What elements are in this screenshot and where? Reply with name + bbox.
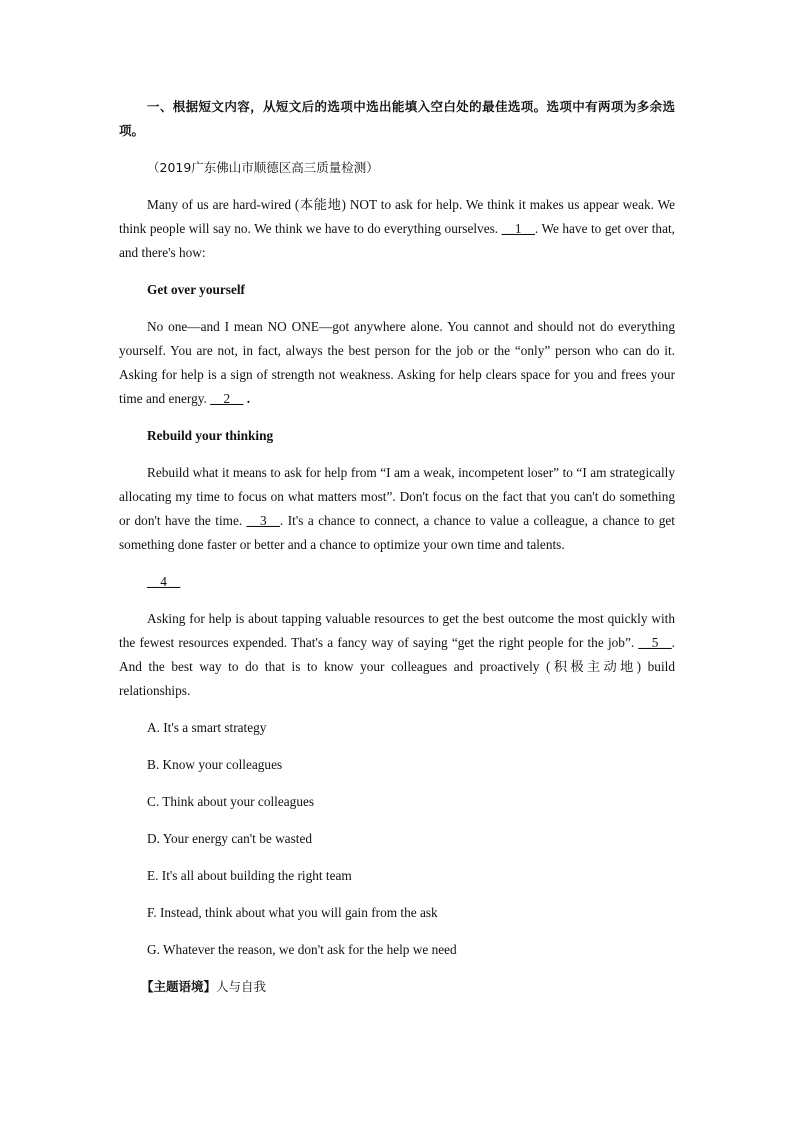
heading-get-over-yourself: Get over yourself — [147, 282, 245, 297]
text: . And the best way to do that is to know your colleagues and proactively (积极主动地) build relationships. — [119, 635, 675, 698]
text: . We have to get over that, and there's how: — [119, 221, 676, 260]
paragraph-1 — [119, 193, 675, 265]
heading-blank-4 — [119, 570, 675, 594]
option-d: D. Your energy can't be wasted — [147, 831, 313, 846]
source-note: （2019广东佛山市顺德区高三质量检测） — [147, 160, 379, 175]
document-page — [119, 95, 675, 1012]
blank-1: __1__ — [501, 221, 535, 236]
text: . It's a chance to connect, a chance to value a colleague, a chance to get something done faster or better and a chance to optimize your own time and talents. — [119, 513, 675, 552]
blank-5: __5__ — [638, 635, 672, 650]
paragraph-4 — [119, 607, 675, 703]
paragraph-2 — [119, 315, 675, 411]
text: . — [243, 391, 251, 406]
blank-2: __2__ — [210, 391, 244, 406]
option-g: G. Whatever the reason, we don't ask for the help we need — [147, 942, 457, 957]
topic-label: 【主题语境】 — [141, 979, 217, 994]
paragraph-3 — [119, 461, 675, 557]
option-c: C. Think about your colleagues — [147, 794, 315, 809]
text: No one—and I mean NO ONE—got anywhere alone. You cannot and should not do everything yourself. You are not, in fact, always the best person for the job or the “only” person who can do it. Asking for help is a sign of strength not weakness. Asking for help clears space for you and frees your time and energy. — [119, 319, 675, 406]
text: Asking for help is about tapping valuable resources to get the best outcome the most quickly with the fewest resources expended. That's a fancy way of saying “get the right people for the job”. — [119, 611, 675, 650]
text: Rebuild what it means to ask for help from “I am a weak, incompetent loser” to “I am strategically allocating my time to focus on what matters most”. Don't focus on the fact that you can't do something or don't have the time. — [119, 465, 675, 528]
option-a: A. It's a smart strategy — [147, 720, 267, 735]
heading-rebuild-thinking: Rebuild your thinking — [147, 428, 274, 443]
topic-value: 人与自我 — [216, 979, 267, 994]
option-e: E. It's all about building the right team — [147, 868, 352, 883]
option-b: B. Know your colleagues — [147, 757, 283, 772]
text: Many of us are hard-wired (本能地) NOT to ask for help. We think it makes us appear weak. We think people will say no. We think we have to do everything ourselves. — [119, 197, 675, 236]
instruction: 一、根据短文内容，从短文后的选项中选出能填入空白处的最佳选项。选项中有两项为多余选项。 — [119, 99, 675, 138]
blank-3: __3__ — [246, 513, 280, 528]
topic-context — [119, 975, 675, 999]
option-f: F. Instead, think about what you will gain from the ask — [147, 905, 438, 920]
blank-4: __4__ — [147, 574, 181, 589]
